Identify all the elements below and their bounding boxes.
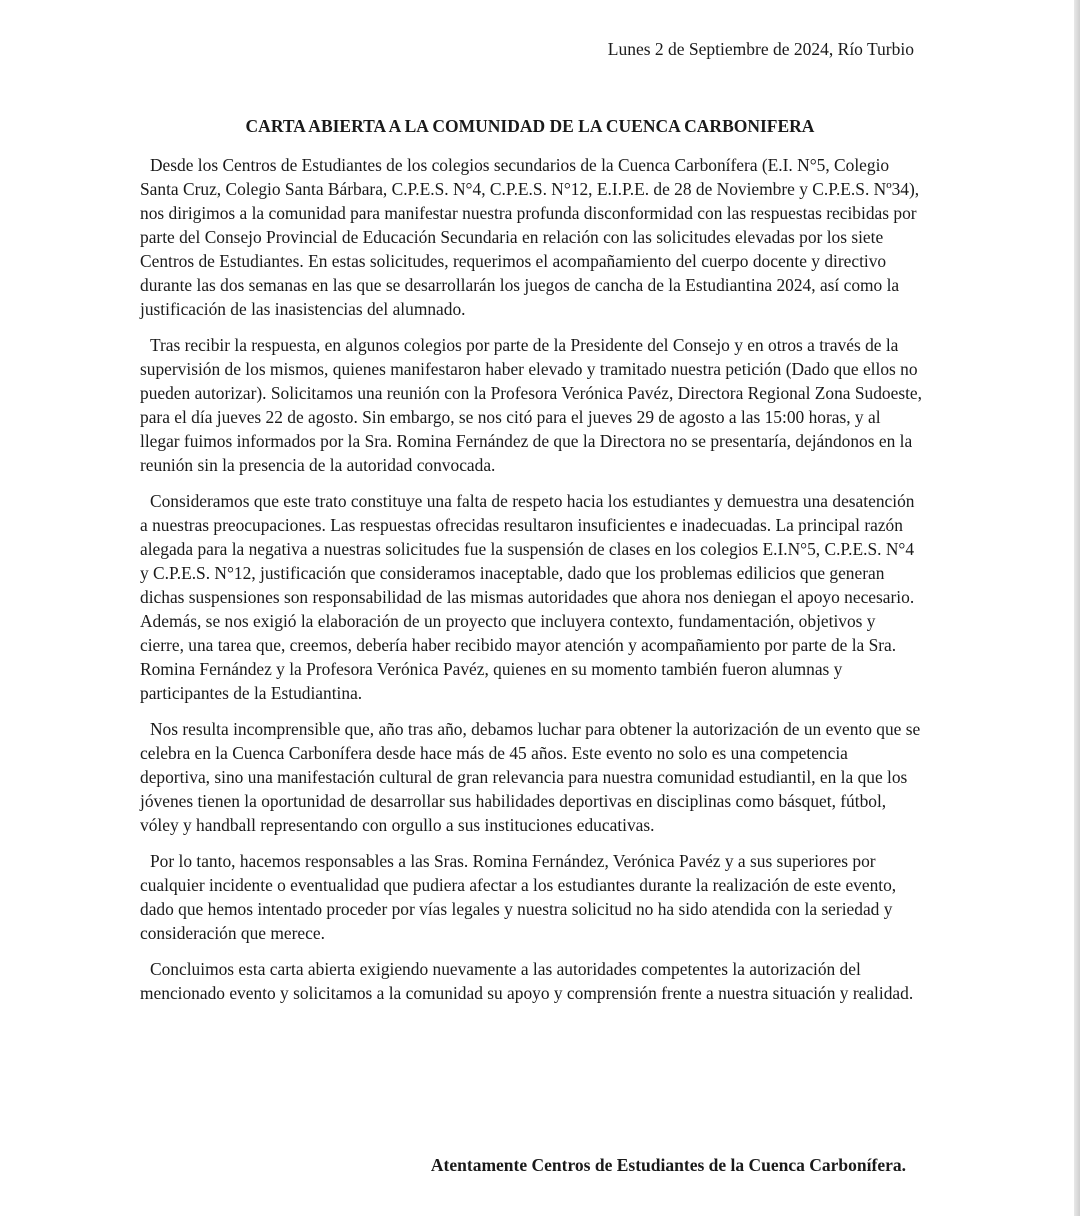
paragraph-3: Consideramos que este trato constituye una falta de respeto hacia los estudiantes y demuestra una desatención a nuestras preocupaciones. Las respuestas ofrecidas resultaron insuficientes e inadecuadas. La principal razón alegada para la negativa a nuestras solicitudes fue la suspensión de clases en los colegios E.I.N°5, C.P.E.S. N°4 y C.P.E.S. N°12, justificación que consideramos inaceptable, dado que los problemas edilicios que generan dichas suspensiones son responsabilidad de las mismas autoridades que ahora nos deniegan el apoyo necesario. Además, se nos exigió la elaboración de un proyecto que incluyera contexto, fundamentación, objetivos y cierre, una tarea que, creemos, debería haber recibido mayor atención y acompañamiento por parte de la Sra. Romina Fernández y la Profesora Verónica Pavéz, quienes en su momento también fueron alumnas y participantes de la Estudiantina.: [140, 491, 915, 703]
letter-title: CARTA ABIERTA A LA COMUNIDAD DE LA CUENCA CARBONIFERA: [245, 116, 815, 136]
letter-body: [140, 153, 922, 1017]
letter-date: Lunes 2 de Septiembre de 2024, Río Turbio: [607, 39, 914, 59]
paragraph-4: Nos resulta incomprensible que, año tras año, debamos luchar para obtener la autorización de un evento que se celebra en la Cuenca Carbonífera desde hace más de 45 años. Este evento no solo es una competencia deportiva, sino una manifestación cultural de gran relevancia para nuestra comunidad estudiantil, en la que los jóvenes tienen la oportunidad de desarrollar sus habilidades deportivas en disciplinas como básquet, fútbol, vóley y handball representando con orgullo a sus instituciones educativas.: [140, 719, 921, 835]
paragraph-6: Concluimos esta carta abierta exigiendo nuevamente a las autoridades competentes la autorización del mencionado evento y solicitamos a la comunidad su apoyo y comprensión frente a nuestra situación y realidad.: [140, 959, 914, 1003]
page-edge: [1074, 0, 1080, 1216]
paragraph-5: Por lo tanto, hacemos responsables a las Sras. Romina Fernández, Verónica Pavéz y a sus superiores por cualquier incidente o eventualidad que pudiera afectar a los estudiantes durante la realización de este evento, dado que hemos intentado proceder por vías legales y nuestra solicitud no ha sido atendida con la seriedad y consideración que merece.: [140, 851, 897, 943]
paragraph-1: Desde los Centros de Estudiantes de los colegios secundarios de la Cuenca Carbonífera (E.I. N°5, Colegio Santa Cruz, Colegio Santa Bárbara, C.P.E.S. N°4, C.P.E.S. N°12, E.I.P.E. de 28 de Noviembre y C.P.E.S. Nº34), nos dirigimos a la comunidad para manifestar nuestra profunda disconformidad con las respuestas recibidas por parte del Consejo Provincial de Educación Secundaria en relación con las solicitudes elevadas por los siete Centros de Estudiantes. En estas solicitudes, requerimos el acompañamiento del cuerpo docente y directivo durante las dos semanas en las que se desarrollarán los juegos de cancha de la Estudiantina 2024, así como la justificación de las inasistencias del alumnado.: [140, 155, 920, 319]
paragraph-2: Tras recibir la respuesta, en algunos colegios por parte de la Presidente del Consejo y en otros a través de la supervisión de los mismos, quienes manifestaron haber elevado y tramitado nuestra petición (Dado que ellos no pueden autorizar). Solicitamos una reunión con la Profesora Verónica Pavéz, Directora Regional Zona Sudoeste, para el día jueves 22 de agosto. Sin embargo, se nos citó para el jueves 29 de agosto a las 15:00 horas, y al llegar fuimos informados por la Sra. Romina Fernández de que la Directora no se presentaría, dejándonos en la reunión sin la presencia de la autoridad convocada.: [140, 335, 922, 475]
letter-signature: Atentamente Centros de Estudiantes de la Cuenca Carbonífera.: [430, 1155, 906, 1175]
